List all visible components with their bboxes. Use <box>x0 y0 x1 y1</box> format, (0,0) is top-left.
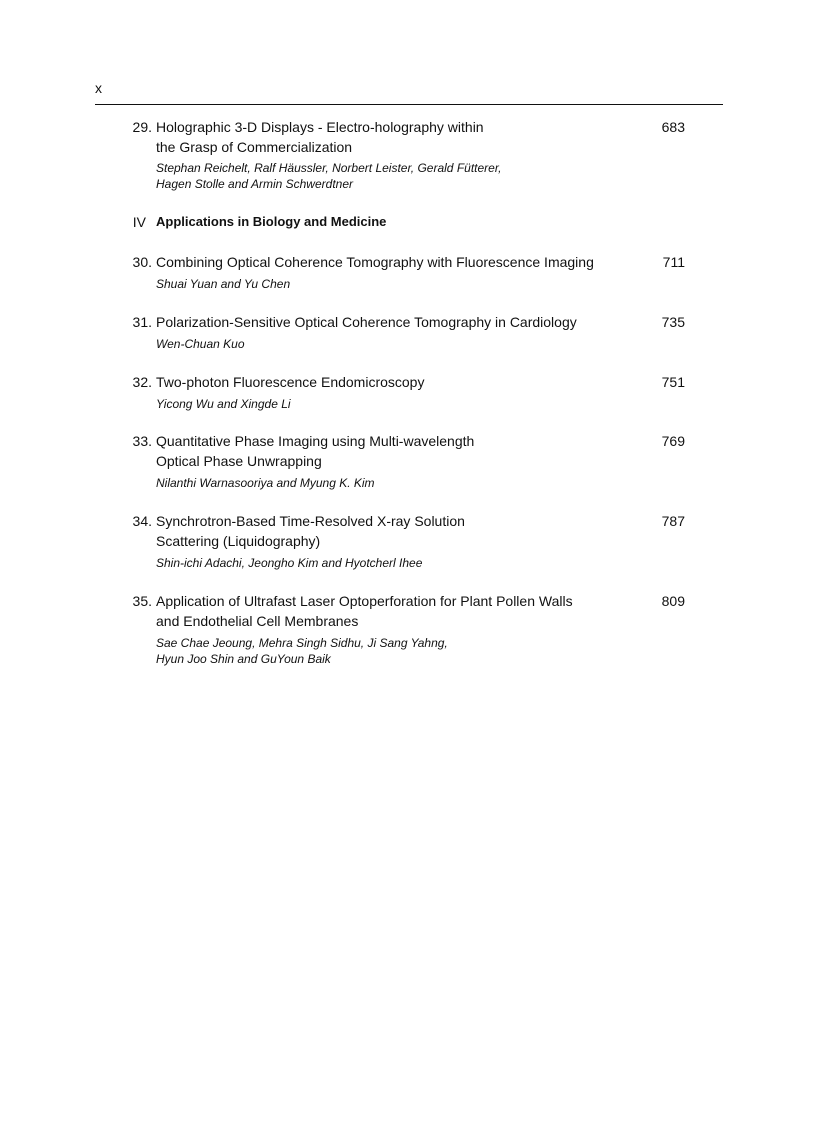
chapter-page: 751 <box>661 374 685 390</box>
chapter-number: 29. <box>132 119 152 135</box>
chapter-page: 809 <box>661 593 685 609</box>
chapter-number: 35. <box>132 593 152 609</box>
chapter-page: 711 <box>662 254 685 270</box>
chapter-authors: Yicong Wu and Xingde Li <box>156 397 291 411</box>
chapter-authors: Nilanthi Warnasooriya and Myung K. Kim <box>156 476 375 490</box>
chapter-number: 34. <box>132 513 152 529</box>
chapter-title: Quantitative Phase Imaging using Multi-wavelength Optical Phase Unwrapping <box>156 433 475 469</box>
chapter-title: Combining Optical Coherence Tomography with Fluorescence Imaging <box>156 254 594 270</box>
chapter-page: 769 <box>661 433 685 449</box>
chapter-title: Two-photon Fluorescence Endomicroscopy <box>156 374 425 390</box>
chapter-authors: Wen-Chuan Kuo <box>156 337 245 351</box>
chapter-number: 31. <box>132 314 152 330</box>
part-title: Applications in Biology and Medicine <box>156 214 387 229</box>
chapter-number: 32. <box>132 374 152 390</box>
chapter-authors: Stephan Reichelt, Ralf Häussler, Norbert Leister, Gerald Fütterer, Hagen Stolle and Armin Schwerdtner <box>156 161 502 191</box>
chapter-number: 33. <box>132 433 152 449</box>
chapter-page: 683 <box>661 119 685 135</box>
chapter-title: Polarization-Sensitive Optical Coherence Tomography in Cardiology <box>156 314 577 330</box>
header-rule <box>95 104 723 105</box>
part-number: IV <box>132 214 146 230</box>
chapter-page: 787 <box>661 513 685 529</box>
chapter-authors: Shuai Yuan and Yu Chen <box>156 277 291 291</box>
chapter-title: Application of Ultrafast Laser Optoperforation for Plant Pollen Walls and Endothelial Cell Membranes <box>156 593 573 629</box>
chapter-authors: Shin-ichi Adachi, Jeongho Kim and Hyotcherl Ihee <box>156 556 423 570</box>
chapter-title: Holographic 3-D Displays - Electro-holography within the Grasp of Commercialization <box>156 119 484 155</box>
chapter-title: Synchrotron-Based Time-Resolved X-ray Solution Scattering (Liquidography) <box>156 513 465 549</box>
page-number: x <box>95 80 103 96</box>
chapter-authors: Sae Chae Jeoung, Mehra Singh Sidhu, Ji Sang Yahng, Hyun Joo Shin and GuYoun Baik <box>156 636 448 666</box>
chapter-number: 30. <box>132 254 152 270</box>
chapter-page: 735 <box>661 314 685 330</box>
